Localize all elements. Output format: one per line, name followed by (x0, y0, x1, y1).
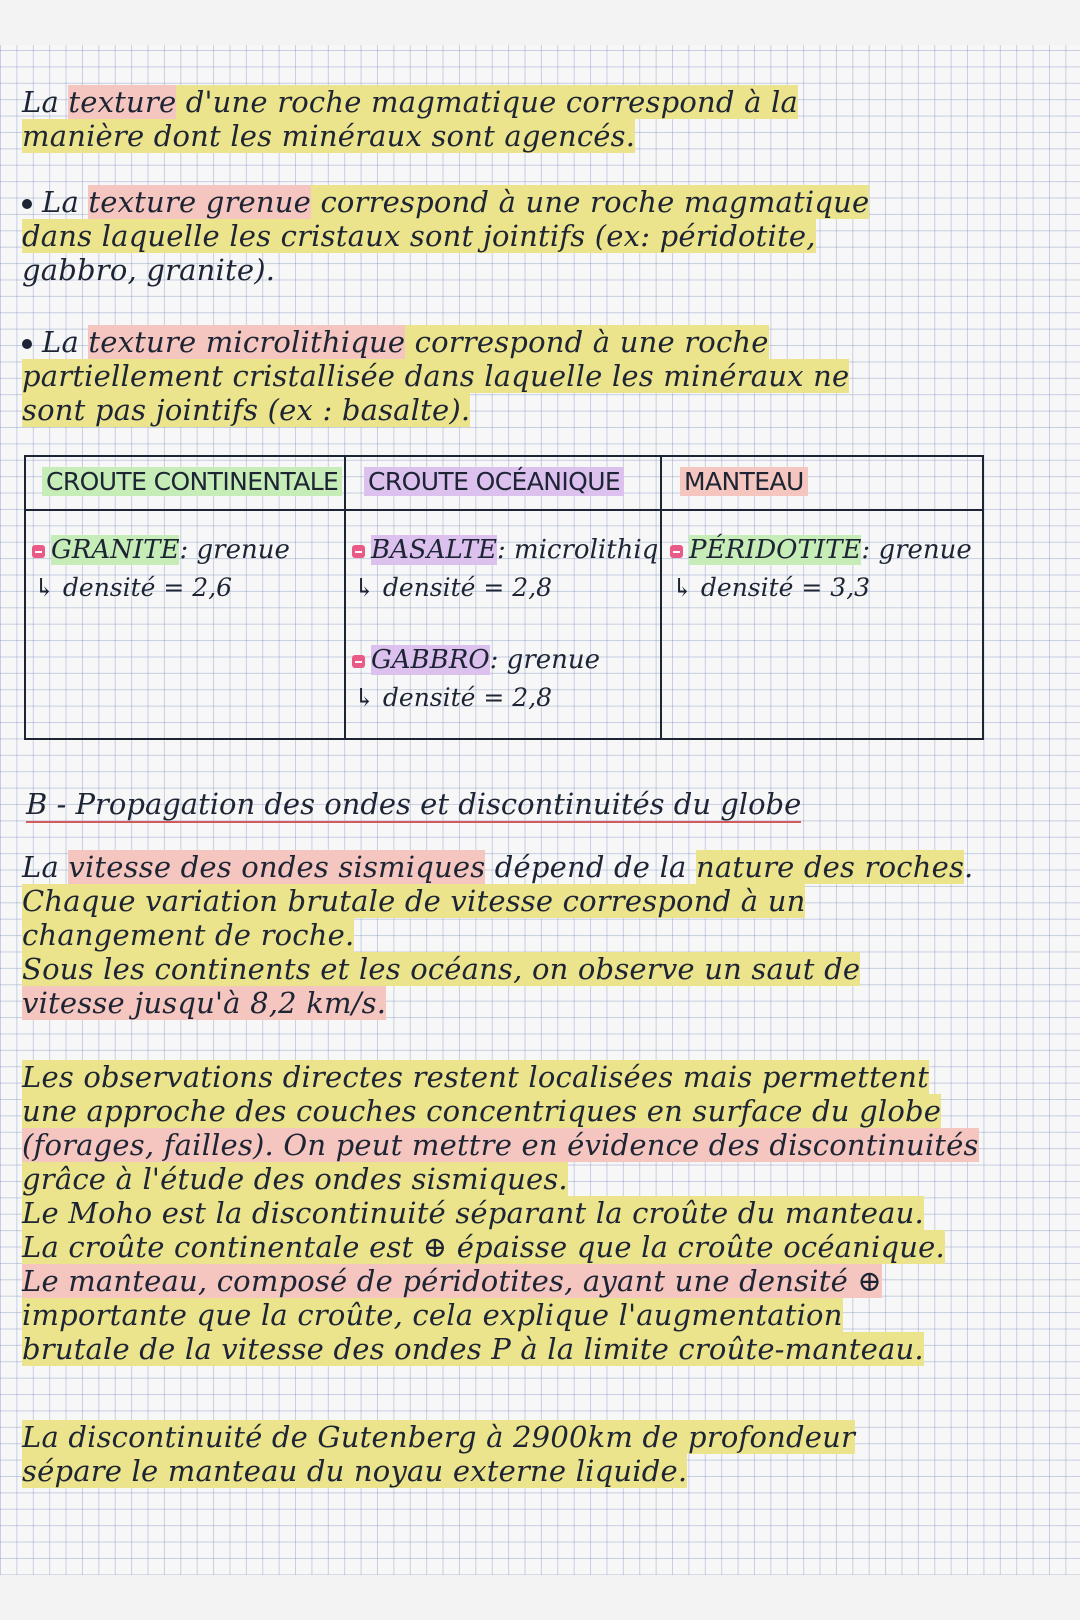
peridotite-density: ↳ densité = 3,3 (672, 573, 871, 602)
highlight-texture: texture (68, 85, 177, 119)
notebook-page (0, 45, 1080, 1575)
microlithique-paragraph: La texture microlithique correspond à une roche partiellement cristallisée dans laquelle les minéraux ne sont pas jointifs (ex : basalte). (22, 325, 850, 427)
bullet-icon (22, 199, 32, 209)
dash-icon (352, 545, 365, 558)
highlight-texture-grenue: texture grenue (88, 185, 312, 219)
basalte-density: ↳ densité = 2,8 (354, 573, 553, 602)
section-title: B - Propagation des ondes et discontinuités du globe (26, 787, 802, 821)
observations-paragraph: Les observations directes restent localisées mais permettent une approche des couches concentriques en surface du globe (forages, failles). On peut mettre en évidence des discontinuités grâce à l'étude des ondes sismiques. Le Moho est la discontinuité séparant la croûte du manteau. La croûte continentale est ⊕ épaisse que la croûte océanique. Le manteau, composé de péridotites, ayant une densité ⊕ importante que la croûte, cela explique l'augmentation brutale de la vitesse des ondes P à la limite croûte-manteau. (22, 1060, 979, 1366)
bullet-icon (22, 339, 32, 349)
gabbro-entry: GABBRO: grenue (352, 645, 600, 675)
dash-icon (32, 545, 45, 558)
header-croute-oceanique: CROUTE OCÉANIQUE (364, 467, 624, 496)
header-manteau: MANTEAU (680, 467, 808, 496)
peridotite-entry: PÉRIDOTITE: grenue (670, 535, 972, 565)
granite-entry: GRANITE: grenue (32, 535, 290, 565)
gabbro-density: ↳ densité = 2,8 (354, 683, 553, 712)
dash-icon (352, 655, 365, 668)
grenue-paragraph: La texture grenue correspond à une roche magmatique dans laquelle les cristaux sont jointifs (ex: péridotite, gabbro, granite). (22, 185, 870, 287)
intro-line-2: manière dont les minéraux sont agencés. (22, 119, 636, 153)
dash-icon (670, 545, 683, 558)
intro-line-1: La texture d'une roche magmatique correspond à la (22, 85, 798, 119)
vitesse-paragraph: La vitesse des ondes sismiques dépend de la nature des roches. Chaque variation brutale de vitesse correspond à un changement de roche. Sous les continents et les océans, on observe un saut de vitesse jusqu'à 8,2 km/s. (22, 850, 974, 1020)
gutenberg-paragraph: La discontinuité de Gutenberg à 2900km de profondeur sépare le manteau du noyau externe liquide. (22, 1420, 856, 1488)
intro-paragraph (22, 85, 798, 153)
rock-table (24, 455, 984, 740)
granite-density: ↳ densité = 2,6 (34, 573, 233, 602)
header-croute-continentale: CROUTE CONTINENTALE (42, 467, 342, 496)
highlight-texture-microlithique: texture microlithique (88, 325, 406, 359)
basalte-entry: BASALTE: microlithiq (352, 535, 658, 565)
